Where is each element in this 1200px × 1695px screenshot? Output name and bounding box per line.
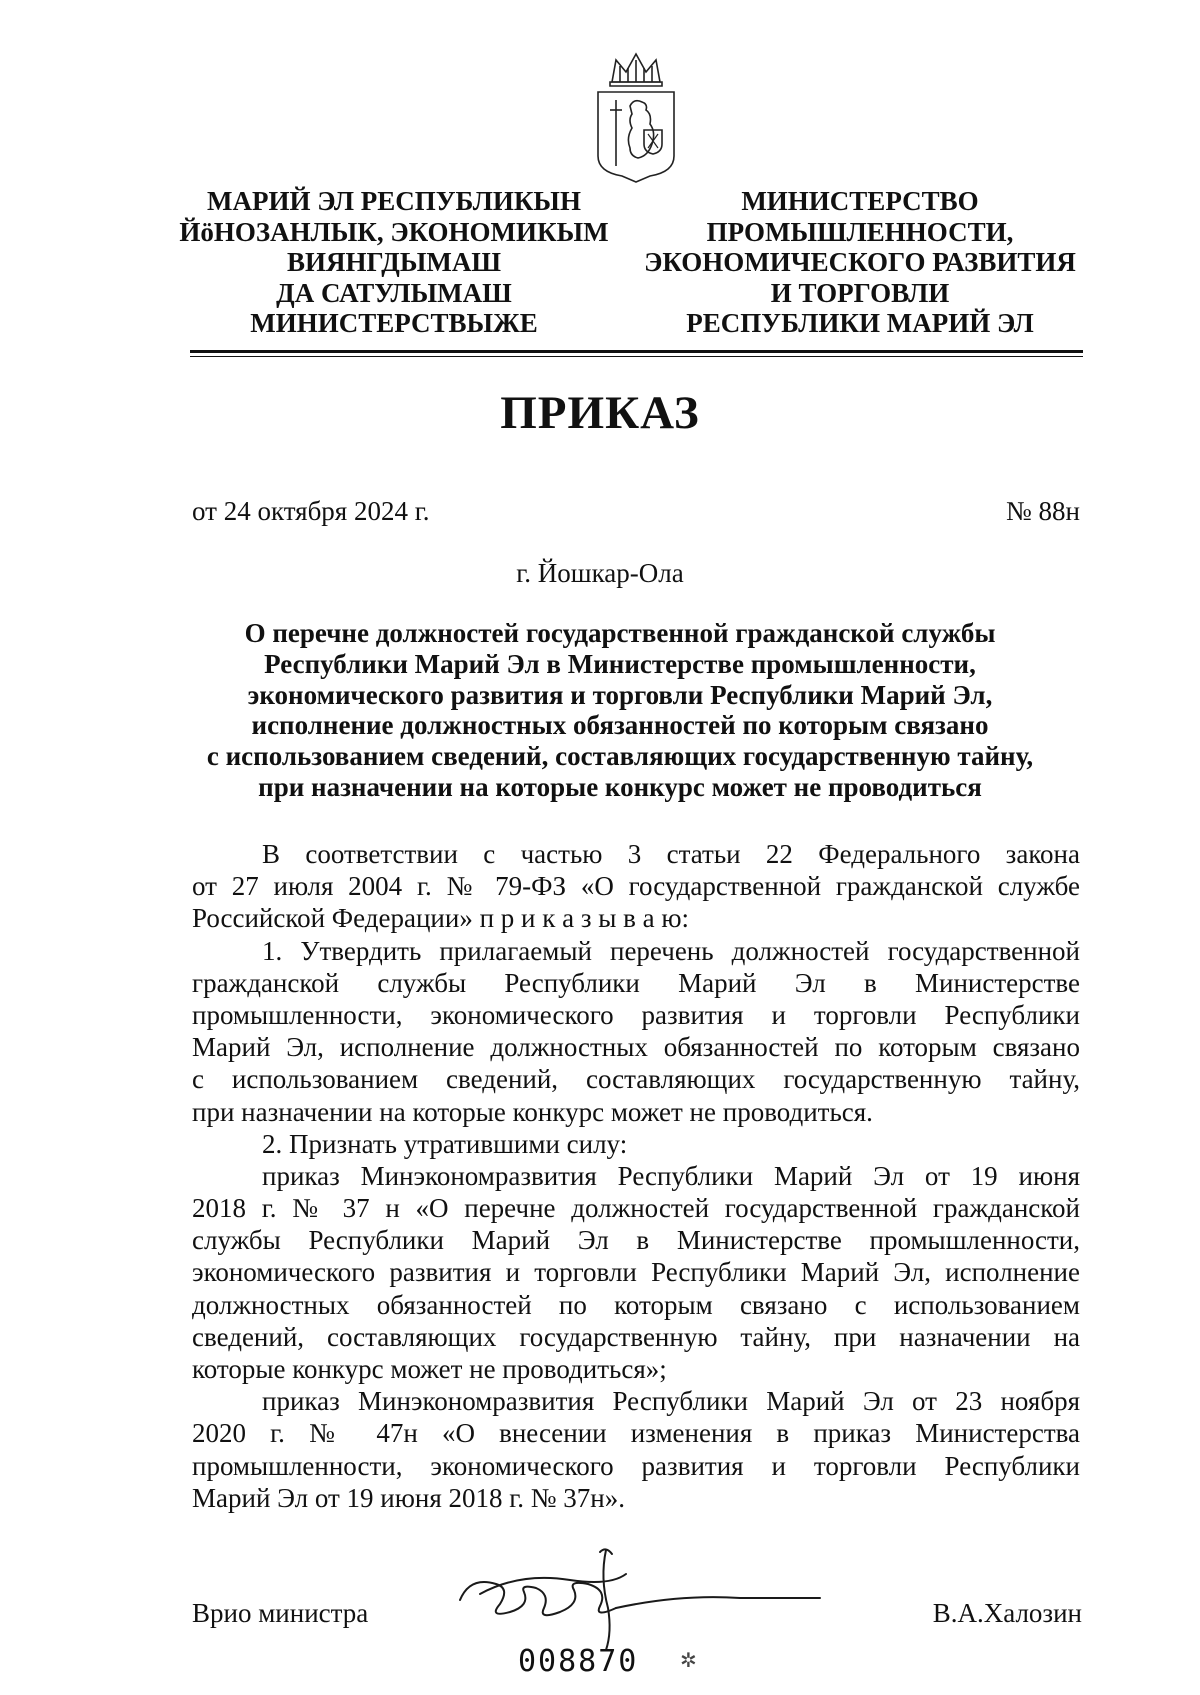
document-title: ПРИКАЗ xyxy=(500,387,700,439)
header-left-line: МИНИСТЕРСТВЫЖЕ xyxy=(250,308,538,338)
header-left-line: ЙӧНОЗАНЛЫК, ЭКОНОМИКЫМ xyxy=(179,216,609,247)
body-line: Российской Федерации» п р и к а з ы в а ю: xyxy=(192,903,690,934)
header-right-line: ЭКОНОМИЧЕСКОГО РАЗВИТИЯ xyxy=(644,247,1076,277)
body-line: промышленности, экономического развития и торговли Республики xyxy=(192,1450,1080,1481)
ministry-name-russian xyxy=(640,186,1080,339)
order-subject xyxy=(140,618,1100,803)
subject-line: исполнение должностных обязанностей по которым связано xyxy=(251,710,989,741)
body-line: от 27 июля 2004 г. № 79-ФЗ «О государственной гражданской службе xyxy=(192,871,1080,902)
body-line: с использованием сведений, составляющих государственную тайну, xyxy=(192,1064,1080,1095)
subject-line: с использованием сведений, составляющих государственную тайну, xyxy=(206,741,1034,772)
body-line: должностных обязанностей по которым связано с использованием xyxy=(192,1289,1080,1320)
body-line: службы Республики Марий Эл в Министерстве промышленности, xyxy=(192,1225,1080,1256)
header-right-line: И ТОРГОВЛИ xyxy=(770,277,950,308)
header-left-line: МАРИЙ ЭЛ РЕСПУБЛИКЫН xyxy=(207,186,581,216)
coat-of-arms-emblem xyxy=(590,48,682,186)
subject-line: при назначении на которые конкурс может не проводиться xyxy=(258,771,982,802)
header-right-line: МИНИСТЕРСТВО xyxy=(741,186,979,216)
body-line: приказ Минэкономразвития Республики Марий Эл от 19 июня xyxy=(262,1160,1080,1191)
ministry-name-mari xyxy=(160,186,628,339)
body-line: 2. Признать утратившими силу: xyxy=(262,1128,628,1159)
body-line: при назначении на которые конкурс может не проводиться. xyxy=(192,1096,873,1127)
signer-position: Врио министра xyxy=(192,1598,369,1628)
order-place: г. Йошкар-Ола xyxy=(516,558,684,588)
order-number: № 88н xyxy=(1006,496,1080,526)
body-line: промышленности, экономического развития и торговли Республики xyxy=(192,999,1080,1030)
order-body xyxy=(192,838,1080,1514)
header-divider-thick xyxy=(190,350,1083,353)
body-line: 2018 г. № 37 н «О перечне должностей государственной гражданской xyxy=(192,1193,1080,1224)
signer-name: В.А.Халозин xyxy=(932,1598,1082,1628)
body-line: 2020 г. № 47н «О внесении изменения в приказ Министерства xyxy=(192,1418,1080,1449)
header-left-line: ДА САТУЛЫМАШ xyxy=(276,277,512,308)
body-line: Марий Эл, исполнение должностных обязанностей по которым связано xyxy=(192,1032,1080,1063)
header-right-line: РЕСПУБЛИКИ МАРИЙ ЭЛ xyxy=(686,308,1034,338)
order-date: от 24 октября 2024 г. xyxy=(192,496,430,526)
body-line: приказ Минэкономразвития Республики Марий Эл от 23 ноября xyxy=(262,1386,1080,1417)
body-line: гражданской службы Республики Марий Эл в Министерстве xyxy=(192,967,1080,998)
body-line: 1. Утвердить прилагаемый перечень должностей государственной xyxy=(262,935,1080,966)
header-left-line: ВИЯНГДЫМАШ xyxy=(286,247,502,277)
subject-line: Республики Марий Эл в Министерстве промышленности, xyxy=(264,648,976,679)
subject-line: О перечне должностей государственной гражданской службы xyxy=(244,618,996,648)
body-line: сведений, составляющих государственную тайну, при назначении на xyxy=(192,1321,1080,1352)
body-line: В соответствии с частью 3 статьи 22 Федерального закона xyxy=(262,839,1080,869)
stamp-mark-icon: ✲ xyxy=(680,1650,697,1672)
header-right-line: ПРОМЫШЛЕННОСТИ, xyxy=(706,216,1014,247)
body-line: которые конкурс может не проводиться»; xyxy=(192,1354,667,1384)
body-line: Марий Эл от 19 июня 2018 г. № 37н». xyxy=(192,1482,626,1513)
subject-line: экономического развития и торговли Республики Марий Эл, xyxy=(247,679,993,710)
document-serial-number: 008870 xyxy=(518,1644,639,1679)
body-line: экономического развития и торговли Республики Марий Эл, исполнение xyxy=(192,1257,1080,1288)
header-divider-thin xyxy=(190,356,1083,357)
